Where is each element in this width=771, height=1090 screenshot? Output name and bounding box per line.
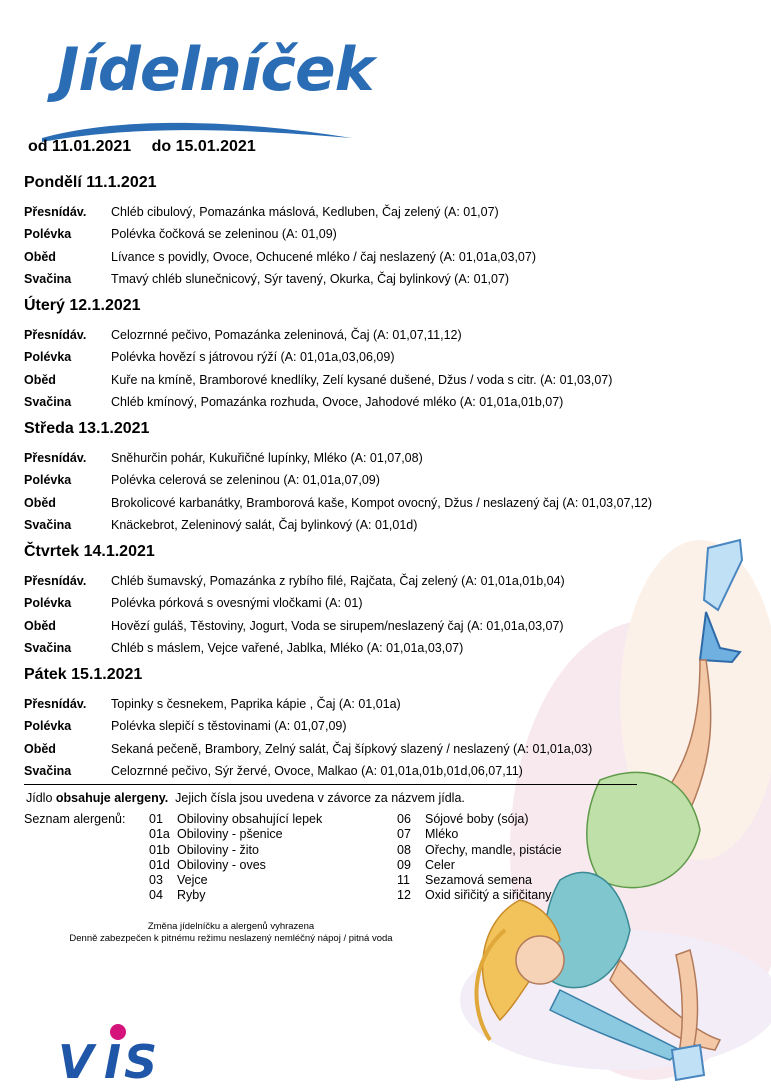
meal-label: Přesnídáv. [24, 574, 87, 588]
allergen-name: Mléko [425, 827, 459, 842]
meal-label: Přesnídáv. [24, 328, 87, 342]
meal-text: Chléb cibulový, Pomazánka máslová, Kedluben, Čaj zelený (A: 01,07) [111, 205, 499, 219]
allergen-code: 03 [149, 873, 163, 888]
allergen-item [397, 827, 562, 842]
meal-text: Polévka slepičí s těstovinami (A: 01,07,09) [111, 719, 347, 734]
meal-row [24, 268, 664, 290]
allergen-item [149, 858, 322, 873]
meal-text: Polévka hovězí s játrovou rýží (A: 01,01a,03,06,09) [111, 350, 395, 365]
allergen-name: Celer [425, 857, 455, 872]
meal-text: Tmavý chléb slunečnicový, Sýr tavený, Okurka, Čaj bylinkový (A: 01,07) [111, 272, 510, 287]
allergen-code: 04 [149, 888, 163, 903]
meal-label: Přesnídáv. [24, 697, 87, 711]
meal-row [24, 324, 664, 346]
meal-label: Svačina [24, 764, 72, 779]
meal-text: Hovězí guláš, Těstoviny, Jogurt, Voda se sirupem/neslazený čaj (A: 01,01a,03,07) [111, 618, 564, 633]
day-title: Pondělí 11.1.2021 [24, 174, 157, 191]
meal-label: Polévka [24, 596, 72, 611]
allergen-item [397, 812, 562, 827]
allergen-item [149, 873, 322, 888]
allergen-code: 01b [149, 842, 170, 857]
meal-text: Topinky s česnekem, Paprika kápie , Čaj (A: 01,01a) [111, 697, 401, 711]
allergen-name: Obiloviny - pšenice [177, 827, 283, 842]
meal-row [24, 346, 664, 368]
day-block-friday [24, 666, 664, 783]
allergen-item [149, 827, 322, 842]
day-title: Středa 13.1.2021 [24, 420, 150, 437]
meal-text: Kuře na kmíně, Bramborové knedlíky, Zelí kysané dušené, Džus / voda s citr. (A: 01,03,07) [111, 372, 613, 387]
vis-logo [58, 1022, 168, 1086]
logo-letter-i: I [104, 1035, 122, 1086]
allergen-item [397, 888, 562, 903]
allergen-code: 09 [397, 857, 411, 872]
footer-notes [0, 921, 462, 944]
allergen-code: 01a [149, 827, 170, 842]
meal-row [24, 246, 664, 268]
meal-text: Polévka čočková se zeleninou (A: 01,09) [111, 227, 337, 242]
allergen-item [149, 888, 322, 903]
allergen-code: 12 [397, 888, 411, 903]
allergen-code: 01d [149, 857, 170, 872]
meal-label: Svačina [24, 272, 72, 287]
logo-letter-v: V [58, 1035, 94, 1086]
meal-row [24, 615, 664, 637]
meal-row [24, 492, 664, 514]
period-to: do 15.01.2021 [151, 138, 256, 155]
meal-text: Lívance s povidly, Ovoce, Ochucené mléko / čaj neslazený (A: 01,01a,03,07) [111, 249, 536, 264]
meal-label: Svačina [24, 641, 72, 656]
allergen-name: Ořechy, mandle, pistácie [425, 842, 562, 857]
period-from: od 11.01.2021 [28, 138, 132, 155]
day-block-thursday [24, 543, 664, 660]
meal-row [24, 637, 664, 659]
allergen-item [397, 858, 562, 873]
allergen-code: 08 [397, 842, 411, 857]
day-block-wednesday [24, 420, 664, 537]
allergen-divider [24, 784, 637, 785]
meal-label: Polévka [24, 227, 72, 242]
allergen-code: 07 [397, 827, 411, 842]
day-title: Úterý 12.1.2021 [24, 297, 141, 314]
meal-text: Chléb šumavský, Pomazánka z rybího filé, Rajčata, Čaj zelený (A: 01,01a,01b,04) [111, 574, 565, 588]
meal-label: Oběd [24, 618, 56, 633]
allergen-code: 01 [149, 812, 163, 826]
meal-row [24, 201, 664, 223]
meal-row [24, 715, 664, 737]
meal-row [24, 447, 664, 469]
footer-line-drinking-notice: Denně zabezpečen k pitnému režimu neslazený nemléčný nápoj / pitná voda [69, 932, 393, 944]
allergen-list-col2 [397, 812, 562, 904]
meal-text: Celozrnné pečivo, Sýr žervé, Ovoce, Malkao (A: 01,01a,01b,01d,06,07,11) [111, 764, 523, 779]
allergen-name: Sezamová semena [425, 873, 533, 888]
allergen-code: 06 [397, 812, 411, 826]
meal-row [24, 469, 664, 491]
menu-period [28, 138, 272, 156]
day-block-tuesday [24, 297, 664, 414]
allergen-name: Oxid siřičitý a siřičitany [425, 888, 552, 903]
meal-text: Sekaná pečeně, Brambory, Zelný salát, Čaj šípkový slazený / neslazený (A: 01,01a,03) [111, 741, 593, 756]
allergen-name: Obiloviny - žito [177, 842, 259, 857]
allergen-note-suffix: Jejich čísla jsou uvedena v závorce za názvem jídla. [168, 791, 465, 805]
footer-line-change-notice: Změna jídelníčku a alergenů vyhrazena [147, 921, 315, 932]
meal-label: Polévka [24, 350, 72, 365]
allergen-item [397, 873, 562, 888]
meal-label: Polévka [24, 473, 72, 488]
meal-text: Sněhurčin pohár, Kukuřičné lupínky, Mléko (A: 01,07,08) [111, 451, 423, 465]
meal-row [24, 592, 664, 614]
meal-text: Knäckebrot, Zeleninový salát, Čaj bylinkový (A: 01,01d) [111, 518, 418, 533]
logo-letter-s: S [124, 1035, 158, 1086]
allergen-name: Sójové boby (sója) [425, 812, 529, 826]
allergen-note-prefix: Jídlo [26, 791, 56, 805]
meal-label: Svačina [24, 395, 72, 410]
meal-label: Oběd [24, 372, 56, 387]
day-block-monday [24, 174, 664, 291]
meal-row [24, 514, 664, 536]
allergen-item [149, 812, 322, 827]
meal-row [24, 570, 664, 592]
meal-row [24, 693, 664, 715]
meal-label: Polévka [24, 719, 72, 734]
meal-text: Brokolicové karbanátky, Bramborová kaše, Kompot ovocný, Džus / neslazený čaj (A: 01,03,07,12) [111, 495, 653, 510]
allergen-name: Ryby [177, 888, 206, 903]
meal-row [24, 369, 664, 391]
meal-text: Chléb s máslem, Vejce vařené, Jablka, Mléko (A: 01,01a,03,07) [111, 641, 464, 656]
meal-text: Chléb kmínový, Pomazánka rozhuda, Ovoce, Jahodové mléko (A: 01,01a,01b,07) [111, 395, 564, 410]
allergen-item [397, 843, 562, 858]
meal-label: Přesnídáv. [24, 451, 87, 465]
allergen-note [26, 791, 465, 805]
day-title: Čtvrtek 14.1.2021 [24, 543, 155, 560]
meal-row [24, 391, 664, 413]
meal-row [24, 738, 664, 760]
meal-label: Oběd [24, 741, 56, 756]
allergen-name: Vejce [177, 873, 208, 888]
meal-label: Oběd [24, 495, 56, 510]
allergen-code: 11 [397, 873, 410, 888]
meal-label: Oběd [24, 249, 56, 264]
allergen-name: Obiloviny - oves [177, 857, 266, 872]
allergen-note-bold: obsahuje alergeny. [55, 791, 169, 805]
meal-label: Svačina [24, 518, 72, 533]
meal-row [24, 760, 664, 782]
allergen-list-col1 [149, 812, 322, 904]
meal-text: Celozrnné pečivo, Pomazánka zeleninová, Čaj (A: 01,07,11,12) [111, 328, 462, 342]
page-title: Jídelníček [57, 35, 374, 105]
meal-label: Přesnídáv. [24, 205, 87, 219]
meal-row [24, 223, 664, 245]
meal-text: Polévka celerová se zeleninou (A: 01,01a,07,09) [111, 473, 380, 488]
allergen-list-label: Seznam alergenů: [24, 812, 126, 826]
day-title: Pátek 15.1.2021 [24, 666, 143, 683]
allergen-name: Obiloviny obsahující lepek [177, 812, 323, 826]
allergen-item [149, 843, 322, 858]
meal-text: Polévka pórková s ovesnými vločkami (A: 01) [111, 596, 363, 611]
